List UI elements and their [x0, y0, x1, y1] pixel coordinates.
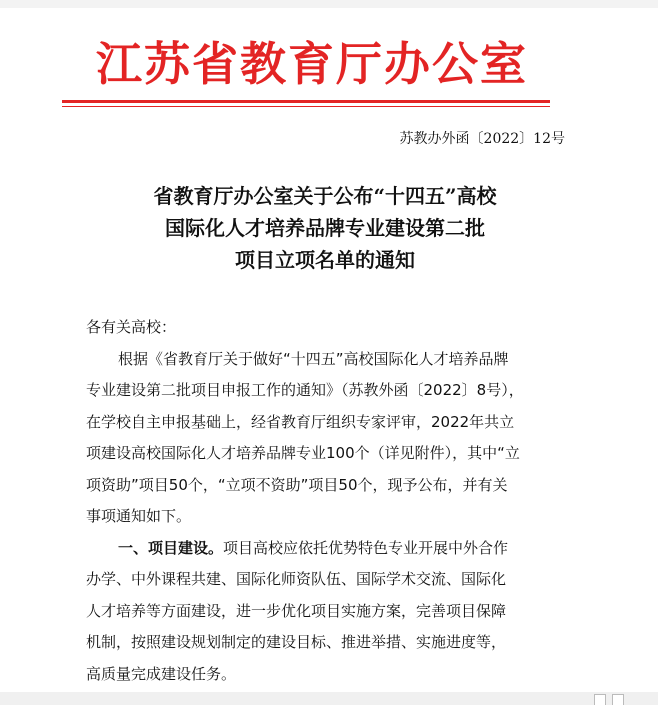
section-text: 项目高校应依托优势特色专业开展中外合作	[223, 538, 509, 557]
viewer-corner-control[interactable]	[612, 694, 624, 705]
section-line	[86, 533, 566, 565]
section-line: 办学、中外课程共建、国际化师资队伍、国际学术交流、国际化	[86, 570, 507, 588]
letterhead-title: 江苏省教育厅办公室	[96, 37, 528, 91]
viewer-bottom-gutter	[0, 692, 658, 705]
salutation: 各有关高校：	[86, 318, 177, 336]
document-body	[86, 312, 566, 690]
document-title-line: 项目立项名单的通知	[235, 248, 415, 272]
paragraph-line: 专业建设第二批项目申报工作的通知》（苏教外函〔2022〕8号），	[86, 381, 524, 399]
paragraph-line: 项资助”项目50个，“立项不资助”项目50个，现予公布，并有关	[86, 475, 508, 494]
viewer-top-gutter	[0, 0, 658, 8]
section-line: 高质量完成建设任务。	[86, 664, 237, 683]
document-title	[90, 180, 560, 276]
document-title-line: 省教育厅办公室关于公布“十四五”高校	[153, 184, 497, 208]
section-heading: 一、项目建设。	[118, 538, 224, 557]
document-number: 苏教办外函〔2022〕12号	[399, 131, 565, 147]
document-title-line: 国际化人才培养品牌专业建设第二批	[165, 216, 485, 240]
paragraph-line: 在学校自主申报基础上，经省教育厅组织专家评审，2022年共立	[86, 412, 515, 431]
section-line: 人才培养等方面建设，进一步优化项目实施方案，完善项目保障	[86, 601, 507, 620]
viewer-corner-control[interactable]	[594, 694, 606, 705]
section-line: 机制，按照建设规划制定的建设目标、推进举措、实施进度等，	[86, 633, 507, 651]
paragraph-line: 项建设高校国际化人才培养品牌专业100个（详见附件），其中“立	[86, 444, 520, 462]
paragraph-line: 事项通知如下。	[86, 507, 192, 525]
letterhead-rule-thick	[62, 100, 550, 103]
letterhead-rule-thin	[62, 106, 550, 107]
paragraph-line: 根据《省教育厅关于做好“十四五”高校国际化人才培养品牌	[118, 349, 509, 368]
